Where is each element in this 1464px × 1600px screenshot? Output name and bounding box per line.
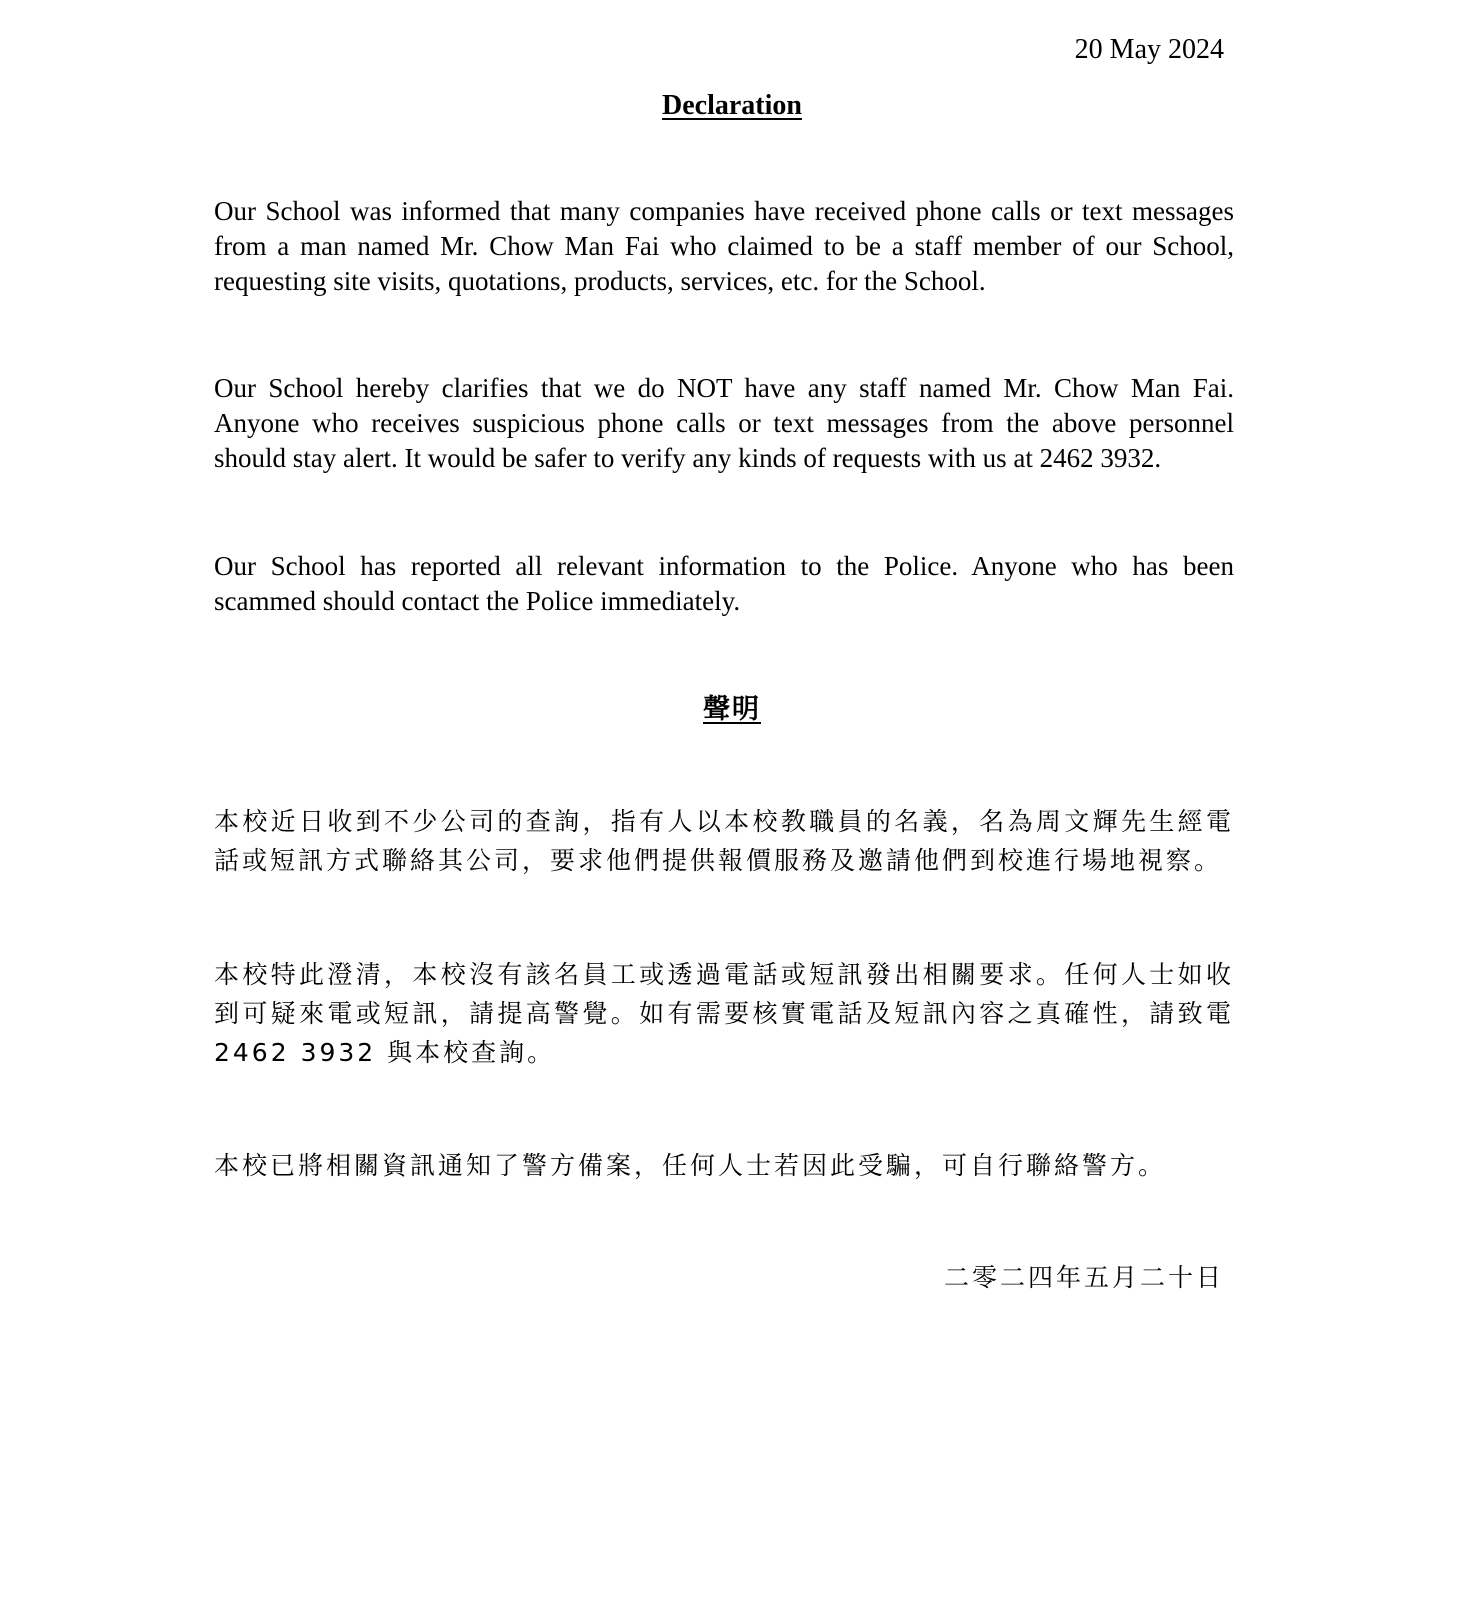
chinese-date: 二零二四年五月二十日 — [943, 1263, 1224, 1292]
chinese-paragraph-2: 本校特此澄清，本校沒有該名員工或透過電話或短訊發出相關要求。任何人士如收到可疑來電或短訊，請提高警覺。如有需要核實電話及短訊內容之真確性，請致電 2462 3932 與本校查詢。 — [214, 960, 1234, 1067]
english-paragraph-3: Our School has reported all relevant information to the Police. Anyone who has been scammed should contact the Police immediately. — [214, 551, 1234, 616]
chinese-paragraph-1: 本校近日收到不少公司的查詢，指有人以本校教職員的名義，名為周文輝先生經電話或短訊方式聯絡其公司，要求他們提供報價服務及邀請他們到校進行場地視察。 — [214, 807, 1234, 875]
chinese-title: 聲明 — [703, 694, 761, 725]
english-date: 20 May 2024 — [1074, 34, 1224, 65]
english-paragraph-2: Our School hereby clarifies that we do NOT have any staff named Mr. Chow Man Fai. Anyone who receives suspicious phone calls or text messages from the above personnel should stay alert. It would be safer to verify any kinds of requests with us at 2462 3932. — [214, 373, 1234, 473]
chinese-paragraph-3: 本校已將相關資訊通知了警方備案，任何人士若因此受騙，可自行聯絡警方。 — [214, 1151, 1167, 1180]
english-paragraph-1: Our School was informed that many companies have received phone calls or text messages from a man named Mr. Chow Man Fai who claimed to be a staff member of our School, requesting site visits, quotations, products, services, etc. for the School. — [214, 196, 1234, 296]
english-title: Declaration — [662, 90, 802, 121]
